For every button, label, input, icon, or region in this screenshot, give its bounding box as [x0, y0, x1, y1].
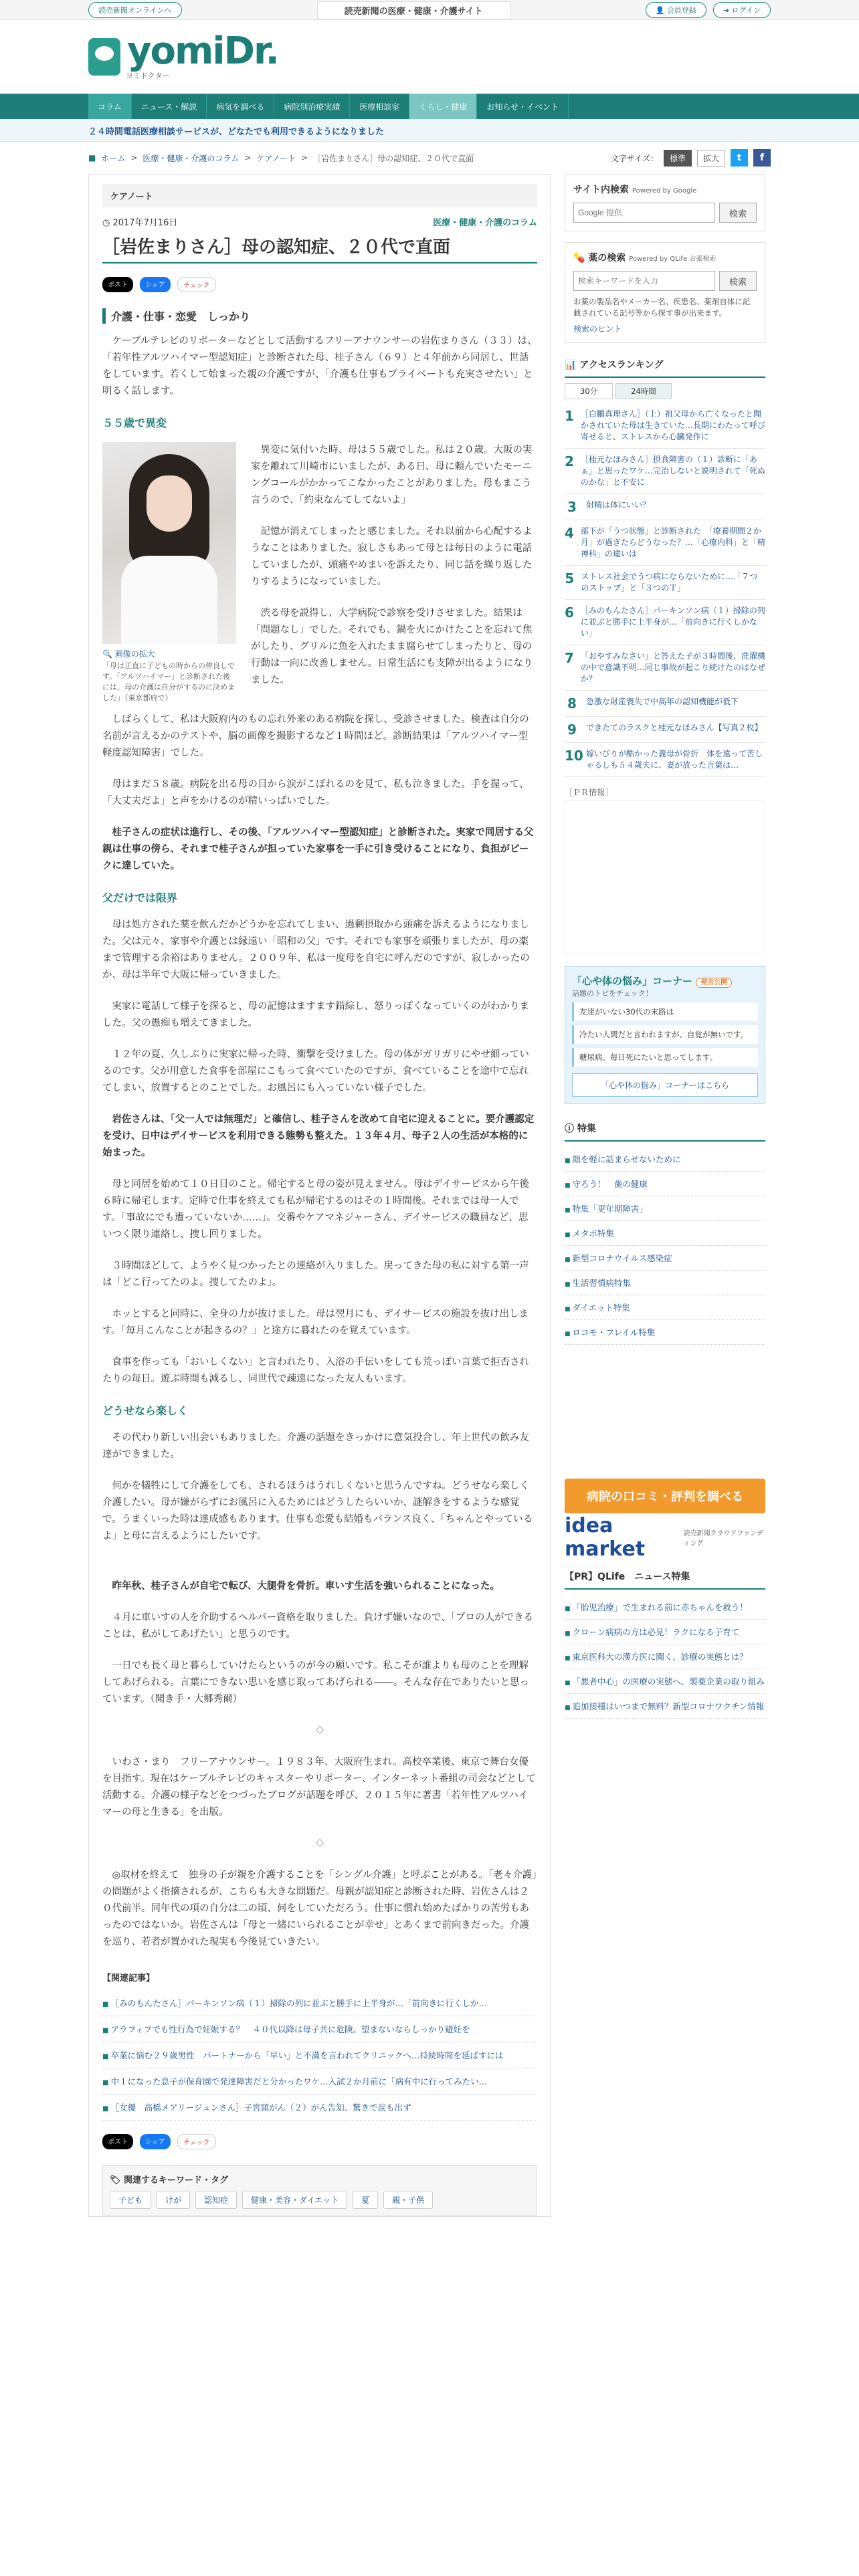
paragraph: ３時間ほどして、ようやく見つかったとの連絡が入りました。戻ってきた母の私に対する第一声は「どこ行ってたのよ。捜してたのよ」。	[102, 1261, 529, 1288]
notice-bar	[0, 119, 859, 142]
rank-number: 5	[565, 570, 575, 586]
login-icon: ➜	[723, 6, 732, 15]
qlife-news	[565, 1566, 765, 1719]
font-size-label: 文字サイズ：	[610, 153, 658, 163]
breadcrumb-sep: >	[301, 153, 308, 163]
rank-link[interactable]: 「おやすみなさい」と答えた子が３時間後、洗濯機の中で意識不明…同じ事故が起こり続けたのはなぜか？	[580, 651, 765, 683]
keyword-tags	[102, 2165, 537, 2216]
rank-number: 9	[567, 722, 577, 738]
paragraph-bold: 昨年秋、桂子さんが自宅で転び、大腿骨を骨折。車いす生活を強いられることになった。	[112, 1581, 500, 1592]
separator: ◇	[315, 1723, 324, 1735]
heading-father: 父だけでは限界	[102, 891, 178, 904]
pr-ad-area[interactable]	[565, 800, 765, 954]
rank-link[interactable]: ［みのもんたさん］パーキンソン病（１）掃除の列に並ぶと勝手に上半身が…「前向きに行くしかない」	[580, 606, 765, 638]
rank-number: 10	[565, 748, 583, 764]
related-title: 【関連記事】	[102, 1973, 155, 1983]
drug-search-input[interactable]	[573, 271, 715, 291]
publish-date-text: 2017年7月16日	[112, 218, 178, 228]
feature-link[interactable]: ■ ダイエット特集	[565, 1295, 765, 1320]
rank-number: 3	[567, 499, 577, 515]
ranking-title	[565, 354, 765, 378]
feature-link[interactable]: ■ ロコモ・フレイル特集	[565, 1320, 765, 1345]
breadcrumb-carenote[interactable]: ケアノート	[256, 153, 296, 163]
ranking-item[interactable]	[565, 645, 765, 691]
feature-link[interactable]: ■ 新型コロナウイルス感染症	[565, 1246, 765, 1271]
consult-badge: 発言公開	[696, 978, 732, 988]
login-label: ログイン	[731, 6, 761, 15]
section-title: ケアノート	[102, 184, 537, 207]
keyword-tag[interactable]: 子ども	[110, 2191, 151, 2209]
drug-search-box	[565, 242, 765, 343]
rank-link[interactable]: 射精は体にいい？	[586, 500, 651, 510]
zoom-icon: 🔍	[102, 649, 115, 659]
nav-life[interactable]: くらし・健康	[409, 94, 477, 119]
drug-search-help: お薬の製品名やメーカー名、疾患名、薬剤自体に記載されている記号等から探す事が出来ます。	[573, 297, 751, 318]
related-articles	[102, 1971, 537, 2121]
paragraph: 実家に電話して様子を探ると、母の記憶はますます錯綜し、怒りっぽくなっていくのがわかりました。父の愚痴も増えてきました。	[102, 1001, 529, 1029]
share-x-button[interactable]: ポスト	[102, 277, 133, 292]
notice-link[interactable]: ２４時間電話医療相談サービスが、どなたでも利用できるようになりました	[88, 126, 385, 137]
share-hatena-button[interactable]: チェック	[177, 277, 216, 292]
rank-number: 8	[567, 695, 577, 712]
breadcrumb-sep: >	[244, 153, 252, 163]
register-label: 会員登録	[666, 6, 696, 15]
drug-search-title-text: 薬の検索	[588, 253, 626, 263]
share-buttons-bottom	[102, 2134, 537, 2149]
share-buttons	[102, 277, 537, 292]
rank-number: 2	[565, 453, 574, 469]
consult-title-text: 「心や体の悩み」コーナー	[572, 975, 693, 987]
paragraph: ホッとすると同時に、全身の力が抜けました。母は翌月にも、デイサービスの施設を抜け出します。「毎月こんなことが起きるの？」と途方に暮れたのを覚えています。	[102, 1309, 529, 1336]
features-title	[565, 1117, 765, 1142]
paragraph: ４月に車いすの人を介助するヘルパー資格を取りました。負けず嫌いなので、「プロの人ができることは、私がしてあげたい」と思うのです。	[102, 1612, 533, 1640]
consult-corner-link[interactable]: 「心や体の悩み」コーナーはこちら	[572, 1073, 758, 1097]
idea-market-subtitle: 読売新聞クラウドファンディング	[683, 1530, 763, 1547]
breadcrumb	[88, 152, 474, 164]
paragraph: 異変に気付いた時、母は５５歳でした。私は２０歳。大阪の実家を離れて川崎市にいましたが、ある日、母に頼んでいたモーニングコールがかかってこなかったことがありました。母もまこう言うので、「約束なんてしてないよ」	[251, 445, 533, 506]
keyword-tag[interactable]: 認知症	[195, 2191, 237, 2209]
global-nav	[0, 94, 859, 119]
rank-link[interactable]: ［桂元なほみさん］摂食障害の（１）診断に「あぁ」と思ったワケ…完治しないと説明されて「死ぬのかな」と不安に	[580, 455, 765, 487]
logo-subtitle: ヨミドクター	[126, 72, 170, 80]
login-button[interactable]	[713, 2, 771, 18]
rank-number: 7	[565, 650, 574, 666]
keyword-tag[interactable]: 夏	[353, 2191, 378, 2209]
article-subtitle: 介護・仕事・恋愛 しっかり	[102, 308, 537, 324]
related-link[interactable]: ■ 中１になった息子が保育園で発達障害だと分かったワケ…入試２か月前に「病有中に行ってみたい…	[102, 2068, 537, 2095]
photo-caption: 「母は正直に子どもの時からの仲良しです。「アルツハイマー」と診断された後には、母の介護は自分がするのに決めました」（東京都府で）	[102, 661, 235, 702]
yomiuri-online-link[interactable]: 読売新聞オンラインへ	[88, 2, 182, 18]
rank-number: 4	[565, 525, 574, 541]
photo-figure	[102, 442, 236, 704]
twitter-icon[interactable]: t	[731, 149, 748, 167]
logo-text: yomiDr.	[127, 29, 278, 73]
chart-icon: 📊	[565, 360, 580, 370]
keyword-tag[interactable]: けが	[157, 2191, 190, 2209]
ranking-tab-24h[interactable]: 24時間	[615, 383, 672, 399]
feature-link[interactable]: ■ 生活習慣病特集	[565, 1271, 765, 1295]
site-tagline: 読売新聞の医療・健康・介護サイト	[317, 1, 510, 19]
ranking-item[interactable]	[565, 566, 765, 600]
feature-link[interactable]: ■ 守ろう！ 歯の健康	[565, 1172, 765, 1196]
separator: ◇	[315, 1836, 324, 1848]
portrait-photo[interactable]	[102, 442, 236, 644]
ranking-item[interactable]	[565, 600, 765, 645]
consult-corner	[565, 966, 765, 1104]
publish-date	[102, 215, 177, 228]
keyword-title-text: 関連するキーワード・タグ	[124, 2175, 229, 2185]
mascot-icon	[88, 38, 120, 76]
site-search-button[interactable]: 検索	[719, 203, 757, 223]
feature-link[interactable]: ■ 特集「更年期障害」	[565, 1196, 765, 1221]
nav-news[interactable]: ニュース・解説	[132, 94, 207, 119]
qlife-link[interactable]: ■ 東京医科大の漢方医に聞く、診療の実態とは？	[565, 1644, 765, 1669]
site-header	[0, 20, 859, 94]
rank-link[interactable]: ストレス社会でうつ病にならないために…「７つのストップ」と「３つのＴ」	[581, 572, 758, 593]
nav-events[interactable]: お知らせ・イベント	[477, 94, 569, 119]
consult-subtitle: 話題のトピをチェック！	[572, 989, 653, 998]
register-button[interactable]	[646, 2, 706, 18]
keyword-tag[interactable]: 健康・美容・ダイエット	[242, 2191, 347, 2209]
breadcrumb-current: ［岩佐まりさん］母の認知症、２０代で直面	[313, 153, 474, 163]
tag-icon: 🏷	[110, 2175, 124, 2185]
drug-search-title	[573, 251, 757, 264]
article-main	[88, 174, 551, 2217]
ranking-tab-30min[interactable]: 30分	[565, 383, 613, 399]
paragraph: 何かを犠牲にして介護をしても、されるほうはうれしくないと思うんですね。どうせなら楽しく介護したい。母が嫌がらずにお風呂に入るためにはどうしたらいいか、謎解きをするような感覚で。うまくいった時は達成感もあります。仕事も恋愛も結婚もバランス良く、「ちゃんとやっているよ」と母に言えるようにしたいです。	[102, 1481, 533, 1541]
rank-number: 1	[565, 408, 574, 424]
paragraph-bold: 岩佐さんは、「父一人では無理だ」と確信し、桂子さんを改めて自宅に迎えることに。要介護認定を受け、日中はデイサービスを利用できる態勢も整えた。１３年４月、母子２人の生活が本格的に始まった。	[102, 1114, 535, 1158]
idea-market-title: idea market	[565, 1514, 646, 1561]
paragraph-bold: 桂子さんの症状は進行し、その後、「アルツハイマー型認知症」と診断された。実家で同居する父親は仕事の傍ら、それまで桂子さんが担っていた家事を一手に引き受けることになり、負担がピークに達していた。	[102, 827, 534, 871]
consult-topic[interactable]: 糖尿病、毎日死にたいと思ってします。	[572, 1048, 758, 1067]
qlife-link[interactable]: ■ 「胎児治療」で生まれる前に赤ちゃんを救う！	[565, 1595, 765, 1620]
features-list	[565, 1117, 765, 1345]
pill-icon: 💊	[573, 253, 589, 263]
article-title: ［岩佐まりさん］母の認知症、２０代で直面	[102, 233, 537, 263]
rank-link[interactable]: 部下が「うつ状態」と診断された 「療養期間２か月」が過ぎたらどうなった？…「心療内科」と「精神科」の違いは	[580, 526, 765, 558]
paragraph: その代わり新しい出会いもありました。介護の話題をきっかけに意気投合し、年上世代の飲み友達ができました。	[102, 1432, 529, 1460]
breadcrumb-row	[0, 142, 859, 174]
paragraph: １２年の夏、久しぶりに実家に帰った時、衝撃を受けました。母の体がガリガリにやせ細っているのです。父が用意した食事を部屋にこもって食べていたのですが、食べていることを途中で忘れてしまい、放置するとのことでした。お風呂にも入っていない様子でした。	[102, 1049, 529, 1093]
features-title-text: 特集	[577, 1123, 596, 1134]
consult-title	[572, 974, 758, 998]
ranking-item[interactable]	[565, 743, 765, 777]
breadcrumb-column[interactable]: 医療・健康・介護のコラム	[142, 153, 240, 163]
share-facebook-button[interactable]: シェア	[140, 277, 171, 292]
related-link[interactable]: ■ ［女優 高橋メアリージュンさん］子宮頸がん（２）がん告知、驚きで涙も出ず	[102, 2095, 537, 2121]
rank-link[interactable]: ［白鵬真理さん］（上）祖父母から亡くなったと聞かされていた母は生きていた…長期にわたって呼び寄せると、ストレスから心臓発作に	[580, 409, 765, 441]
drug-search-powered: Powered by QLife お薬検索	[629, 255, 717, 263]
site-search-box	[565, 174, 765, 231]
site-search-powered: Powered by Google	[632, 187, 697, 195]
breadcrumb-home[interactable]: ホーム	[101, 153, 126, 163]
user-icon: 👤	[655, 6, 667, 15]
rank-link[interactable]: 急激な財産喪失で中高年の認知機能が低下	[586, 697, 739, 706]
access-ranking	[565, 354, 765, 777]
feature-link[interactable]: ■ 顔を軽に話まらせないために	[565, 1147, 765, 1172]
qlife-link[interactable]: ■ クローン病病の方は必見！ラクになる子育て	[565, 1620, 765, 1644]
nav-hospital[interactable]: 病院別治療実績	[274, 94, 350, 119]
feature-link[interactable]: ■ メタボ特集	[565, 1221, 765, 1246]
top-bar	[0, 0, 859, 20]
afterword-paragraph: ◎取材を終えて 独身の子が親を介護することを「シングル介護」と呼ぶことがある。「老々介護」の問題がよく指摘されるが、こちらも大きな問題だ。母親が認知症と診断された時、岩佐さんは２０代前半。同年代の項の自分は二の頃、何をしていただろう。仕事に慣れ始めたばかりの苦労もあったのではないか。岩佐さんは「母と一緒にいられることが幸せ」とあくまで前向きだった。介護を巡り、若者が置かれた現実も今後見ていきたい。	[102, 1870, 537, 1947]
nav-column[interactable]: コラム	[88, 94, 132, 119]
consult-topic[interactable]: 友達がいない30代の末路は	[572, 1002, 758, 1021]
paragraph: しばらくして、私は大阪府内のもの忘れ外来のある病院を探し、受診させました。検査は自分の名前が言えるかのテストや、脳の画像を撮影するなど１時間ほど。診断結果は「アルツハイマー型軽度認知障害」でした。	[102, 714, 529, 758]
idea-market-banner[interactable]	[565, 1514, 765, 1561]
ranking-item[interactable]	[565, 691, 765, 717]
related-link[interactable]: ■ ［みのもんたさん］パーキンソン病（１）掃除の列に並ぶと勝手に上半身が…「前向きに行くしか…	[102, 1990, 537, 2016]
paragraph: 母は処方された薬を飲んだかどうかを忘れてしまい、過剰摂取から頭痛を訴えるようになりました。父は元々、家事や介護とは縁遠い「昭和の父」です。それでも家事を頑張りましたが、母の薬まで管理する余裕はありません。２００９年、私は一度母を自宅に呼んだのですが、寂しかったのか、母は半年で大阪に帰っていきました。	[102, 920, 530, 980]
photo-zoom-label: 画像の拡大	[114, 649, 155, 659]
share-facebook-button[interactable]: シェア	[140, 2134, 171, 2149]
paragraph: 母と同居を始めて１０日目のこと。帰宅すると母の姿が見えません。母はデイサービスから午後６時に帰宅します。定時で仕事を終えても私が帰宅するのはその１時間後。それまでは母一人です。「事故にでも遭っていないか……」。交番やケアマネジャーさん、デイサービスの職員など、思いつく限り連絡し、捜し回りました。	[102, 1179, 529, 1240]
ranking-item[interactable]	[565, 449, 765, 494]
keyword-title	[110, 2173, 530, 2185]
related-link[interactable]: ■ アラフィフでも性行為で妊娠する？ ４０代以降は母子共に危険。望まないならしっかり避妊を	[102, 2016, 537, 2042]
ranking-item[interactable]	[565, 494, 765, 520]
heading-55: ５５歳で異変	[102, 417, 167, 429]
drug-search-hint-link[interactable]: 検索のヒント	[573, 324, 622, 334]
rank-number: 6	[565, 605, 574, 621]
category-link[interactable]: 医療・健康・介護のコラム	[433, 218, 537, 228]
consult-topic[interactable]: 冷たい人間だと言われますが、自覚が無いです。	[572, 1025, 758, 1044]
site-search-title	[573, 183, 757, 196]
ranking-item[interactable]	[565, 717, 765, 743]
photo-zoom-link[interactable]	[102, 648, 236, 659]
nav-consult[interactable]: 医療相談室	[350, 94, 409, 119]
site-search-title-text: サイト内検索	[573, 185, 630, 195]
nav-disease[interactable]: 病気を調べる	[207, 94, 274, 119]
share-x-button[interactable]: ポスト	[102, 2134, 133, 2149]
pr-label: ［ＰＲ情報］	[565, 788, 613, 797]
paragraph: 渋る母を説得し、大学病院で診察を受けさせました。結果は「問題なし」でした。それでも、鍋を火にかけたことを忘れて焦がしたり、グリルに魚を入れたまま腐らせてしまったりと、母の行動は一向に改善しません。日常生活にも支障が出るようになりました。	[251, 608, 533, 685]
font-size-switcher	[611, 149, 771, 167]
ranking-title-text: アクセスランキング	[579, 360, 664, 370]
paragraph: 記憶が消えてしまったと感じました。それ以前から心配するようなことはありました。寂しさもあって母とは毎日のように電話していましたが、頭痛やめまいを訴えたり、同じ話を繰り返したりするようになっていました。	[251, 526, 533, 587]
share-hatena-button[interactable]: チェック	[177, 2134, 216, 2149]
facebook-icon[interactable]: f	[753, 149, 771, 167]
paragraph: 一日でも長く母と暮らしていけたらというのが今の願いです。私こそが誰よりも母のことを理解してあげられる。言葉にできない思いを感じ取ってあげられる――。そんな存在でありたいと思っています。（聞き手・大郷秀爾）	[102, 1660, 529, 1705]
keyword-tag[interactable]: 親・子供	[383, 2191, 433, 2209]
ranking-item[interactable]	[565, 403, 765, 449]
breadcrumb-sep: >	[130, 153, 138, 163]
rank-link[interactable]: 嫁いびりが酷かった義母が骨折 体を遠って苦しゃるしも５４歳夫に、妻が放った言葉は…	[586, 749, 763, 770]
qlife-link[interactable]: ■ 「悪者中心」の医療の実態へ、製薬企業の取り組み	[565, 1669, 765, 1694]
drug-search-button[interactable]: 検索	[719, 271, 757, 291]
hospital-review-banner[interactable]: 病院の口コミ・評判を調べる	[565, 1479, 765, 1513]
lead-paragraph: ケーブルテレビのリポーターなどとして活動するフリーアナウンサーの岩佐まりさん（３３）は、「若年性アルツハイマー型認知症」と診断された母、桂子さん（６９）と４年前から同居し、世話をしています。若くして始まった親の介護ですが、「介護も仕事もプライベートも充実させたい」と明るく話します。	[102, 336, 537, 397]
sidebar	[565, 174, 765, 1719]
ranking-item[interactable]	[565, 520, 765, 566]
info-icon: ⓘ	[565, 1123, 577, 1134]
profile-paragraph: いわさ・まり フリーアナウンサー。１９８３年、大阪府生まれ。高校卒業後、東京で舞台女優を目指す。現在はケーブルテレビのキャスターやリポーター、インターネット番組の司会などとして活動する。介護の様子などをつづったブログが話題を呼び、２０１５年に著書「若年性アルツハイマーの母と生きる」を出版。	[102, 1757, 536, 1818]
site-search-input[interactable]	[573, 203, 715, 223]
rank-link[interactable]: できたてのラスクと桂元なほみさん【写真２枚】	[586, 723, 763, 732]
paragraph: 母はまだ５８歳。病院を出る母の目から涙がこぼれるのを見て、私も泣きました。手を握って、「大丈夫だよ」と声をかけるのが精いっぱいでした。	[102, 779, 529, 807]
heading-fun: どうせなら楽しく	[102, 1404, 189, 1417]
related-link[interactable]: ■ 卒業に悩む２９歳男性 パートナーから「早い」と不満を言われてクリニックへ…持続時間を延ばすには	[102, 2042, 537, 2068]
clock-icon: ◷	[102, 218, 113, 228]
qlife-title: 【PR】QLife ニュース特集	[565, 1566, 765, 1590]
home-icon: ■	[88, 153, 96, 163]
font-size-large[interactable]: 拡大	[697, 150, 725, 167]
paragraph: 食事を作っても「おいしくない」と言われたり、入浴の手伝いをしても荒っぽい言葉で拒否されたりの毎日。遊ぶ時間も減るし、同世代で疎遠になった友人もいます。	[102, 1357, 529, 1384]
site-logo[interactable]	[88, 29, 278, 81]
qlife-link[interactable]: ■ 追加接種はいつまで無料？新型コロナワクチン情報	[565, 1694, 765, 1719]
font-size-standard[interactable]: 標準	[664, 150, 692, 167]
